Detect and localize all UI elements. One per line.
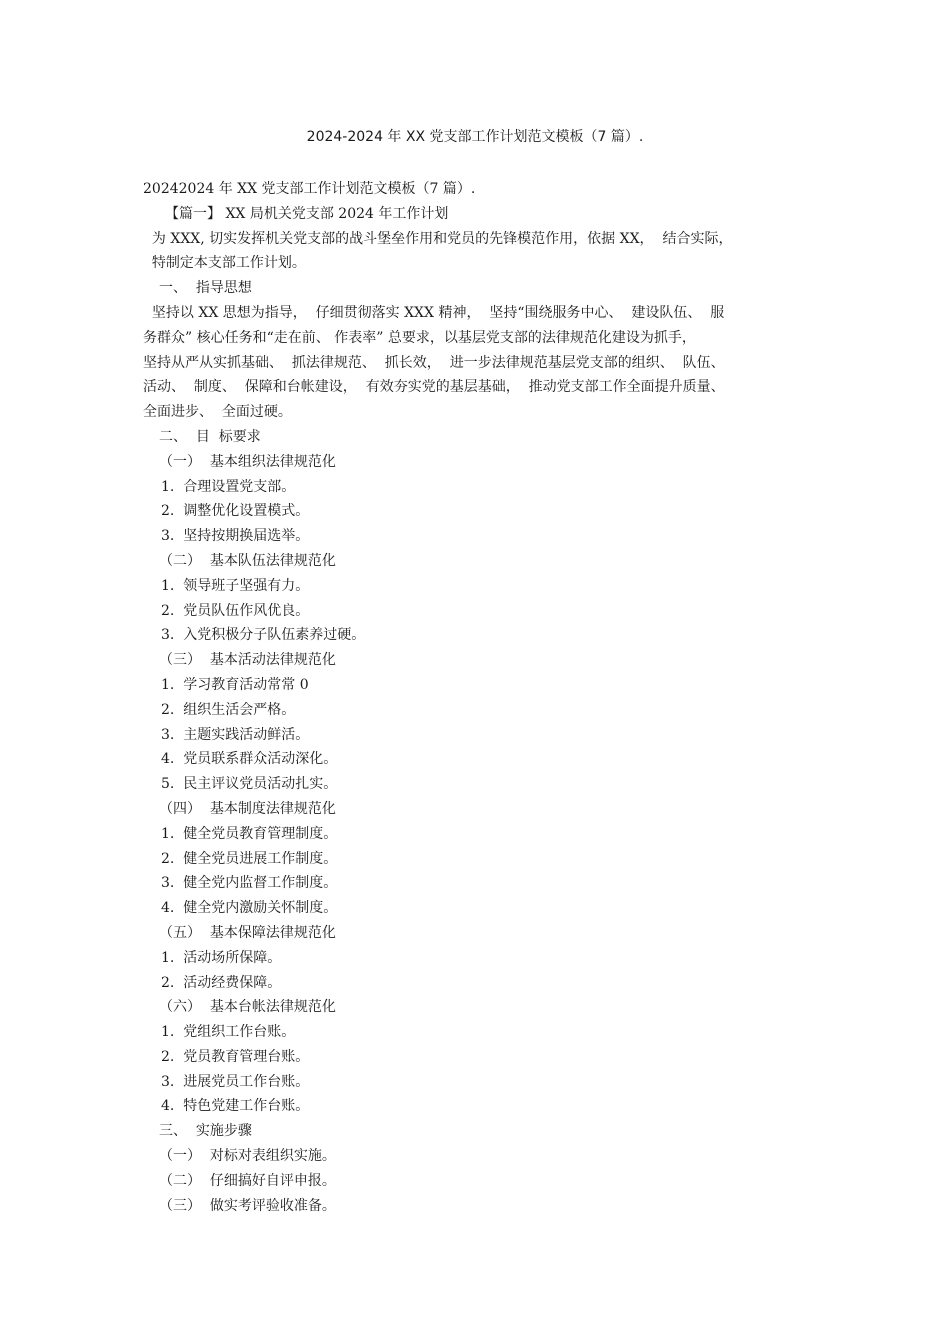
- group-heading: （三） 基本活动法律规范化: [159, 652, 336, 669]
- group-heading: （四） 基本制度法律规范化: [159, 800, 336, 817]
- list-item: 4. 党员联系群众活动深化。: [161, 751, 338, 768]
- section-heading: 三、 实施步骤: [159, 1123, 252, 1140]
- step-item: （二） 仔细搞好自评申报。: [159, 1172, 336, 1189]
- list-item: 4. 健全党内激励关怀制度。: [161, 900, 338, 917]
- group-heading: （二） 基本队伍法律规范化: [159, 552, 336, 569]
- list-item: 2. 调整优化设置模式。: [161, 503, 310, 520]
- requirement-group: [143, 797, 818, 921]
- list-item: 2. 健全党员进展工作制度。: [161, 850, 338, 867]
- list-item: 1. 领导班子坚强有力。: [161, 577, 310, 594]
- list-item: 1. 学习教育活动常常 0: [161, 676, 309, 693]
- requirement-group: [143, 995, 818, 1119]
- requirement-group: [143, 549, 818, 648]
- intro-paragraph: 为 XXX, 切实发挥机关党支部的战斗堡垒作用和党员的先锋模范作用，依据 XX， 结合实际， 特制定本支部工作计划。: [151, 230, 733, 272]
- list-item: 2. 组织生活会严格。: [161, 701, 296, 718]
- section-heading: 二、 目 标要求: [159, 428, 261, 445]
- step-item: （三） 做实考评验收准备。: [159, 1197, 336, 1214]
- document-title: 2024-2024 年 XX 党支部工作计划范文模板（7 篇）.: [306, 129, 644, 145]
- list-item: 1. 活动场所保障。: [161, 949, 282, 966]
- list-item: 1. 党组织工作台账。: [161, 1024, 296, 1041]
- list-item: 3. 进展党员工作台账。: [161, 1073, 310, 1090]
- document-heading: 20242024 年 XX 党支部工作计划范文模板（7 篇）.: [143, 181, 476, 197]
- requirement-group: [143, 921, 818, 995]
- group-heading: （五） 基本保障法律规范化: [159, 924, 336, 941]
- group-heading: （一） 基本组织法律规范化: [159, 453, 336, 470]
- step-item: （一） 对标对表组织实施。: [159, 1148, 336, 1165]
- list-item: 3. 主题实践活动鲜活。: [161, 726, 310, 743]
- list-item: 5. 民主评议党员活动扎实。: [161, 776, 338, 793]
- list-item: 1. 合理设置党支部。: [161, 478, 296, 495]
- list-item: 2. 党员教育管理台账。: [161, 1048, 310, 1065]
- group-heading: （六） 基本台帐法律规范化: [159, 999, 336, 1016]
- article-subtitle: 【篇一】 XX 局机关党支部 2024 年工作计划: [165, 205, 449, 222]
- list-item: 3. 入党积极分子队伍素养过硬。: [161, 627, 366, 644]
- requirement-group: [143, 648, 818, 797]
- requirement-group: [143, 450, 818, 549]
- list-item: 4. 特色党建工作台账。: [161, 1098, 310, 1115]
- section-heading: 一、 指导思想: [159, 280, 252, 297]
- list-item: 1. 健全党员教育管理制度。: [161, 825, 338, 842]
- guiding-thought-paragraph: 坚持以 XX 思想为指导， 仔细贯彻落实 XXX 精神， 坚持“围绕服务中心、 建设队伍、 服 务群众” 核心任务和“走在前、 作表率” 总要求，以基层党支部的法律规范化建设为抓手， 坚持从严从实抓基础、 抓法律规范、 抓长效， 进一步法律规范基层党支部的组织、 队伍、 活动、 制度、 保障和台帐建设， 有效夯实党的基层基础， 推动党支部工作全面提升质量、 全面进步、 全面过硬。: [143, 304, 725, 421]
- list-item: 2. 活动经费保障。: [161, 974, 282, 991]
- list-item: 2. 党员队伍作风优良。: [161, 602, 310, 619]
- list-item: 3. 健全党内监督工作制度。: [161, 875, 338, 892]
- list-item: 3. 坚持按期换届选举。: [161, 528, 310, 545]
- document-body: [143, 177, 818, 1218]
